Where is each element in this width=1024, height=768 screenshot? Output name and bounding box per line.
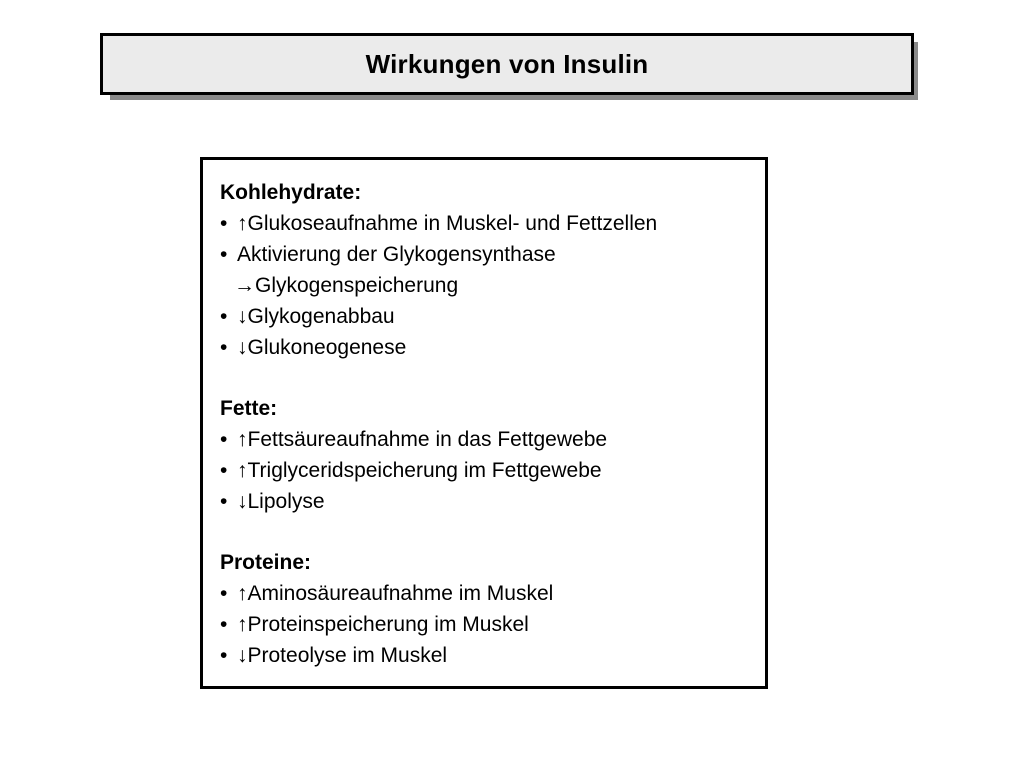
list-item [220,424,755,455]
list-item-text: Triglyceridspeicherung im Fettgewebe [247,459,602,482]
bullet-icon: • [220,305,228,328]
list-item [220,239,755,270]
arrow-up-icon: ↑ [237,212,248,235]
arrow-down-icon: ↓ [237,490,248,513]
arrow-up-icon: ↑ [237,459,248,482]
list-item-text: Proteolyse im Muskel [247,644,448,667]
page-title: Wirkungen von Insulin [365,48,649,79]
section-kohlehydrate [220,178,755,363]
section-heading: Kohlehydrate: [220,181,362,204]
list-item-text: Proteinspeicherung im Muskel [247,613,529,636]
section-fette [220,394,755,517]
content-list [220,178,755,702]
section-proteine [220,548,755,671]
arrow-up-icon: ↑ [237,582,248,605]
list-item-text: Aminosäureaufnahme im Muskel [247,582,554,605]
section-heading: Fette: [220,397,278,420]
list-item-continuation [220,270,755,301]
list-item [220,609,755,640]
list-item-text: Aktivierung der Glykogensynthase [237,243,556,266]
bullet-icon: • [220,336,228,359]
bullet-icon: • [220,212,228,235]
list-item [220,578,755,609]
arrow-down-icon: ↓ [237,336,248,359]
arrow-down-icon: ↓ [237,305,248,328]
bullet-icon: • [220,644,228,667]
title-box [100,33,914,95]
bullet-icon: • [220,428,228,451]
list-item [220,640,755,671]
arrow-up-icon: ↑ [237,428,248,451]
section-heading: Proteine: [220,551,312,574]
list-item [220,301,755,332]
bullet-icon: • [220,490,228,513]
bullet-icon: • [220,613,228,636]
bullet-icon: • [220,243,228,266]
list-item [220,486,755,517]
list-item-text: →Glykogenspeicherung [234,274,459,297]
list-item-text: Lipolyse [247,490,325,513]
list-item-text: Glukoseaufnahme in Muskel- und Fettzellen [247,212,658,235]
bullet-icon: • [220,459,228,482]
list-item [220,332,755,363]
list-item-text: Glukoneogenese [247,336,407,359]
list-item-text: Glykogenabbau [247,305,395,328]
arrow-up-icon: ↑ [237,613,248,636]
list-item-text: Fettsäureaufnahme in das Fettgewebe [247,428,608,451]
list-item [220,208,755,239]
content-box [200,157,768,689]
arrow-down-icon: ↓ [237,644,248,667]
bullet-icon: • [220,582,228,605]
list-item [220,455,755,486]
